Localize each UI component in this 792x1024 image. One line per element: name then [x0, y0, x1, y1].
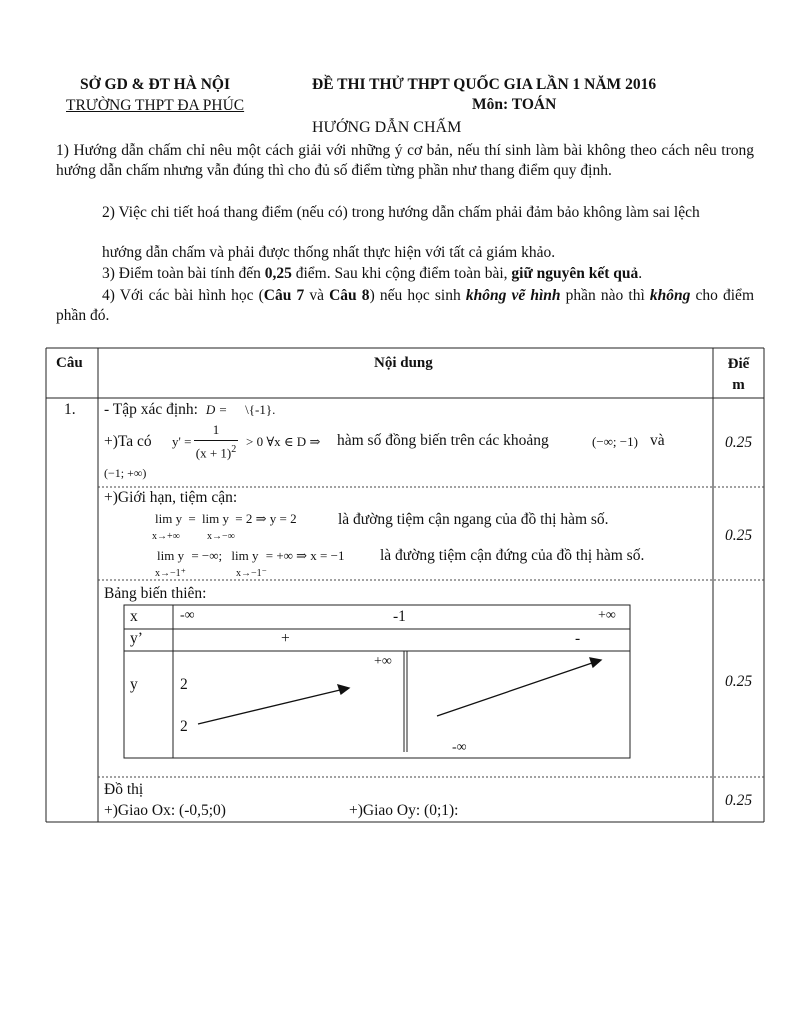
bbt-y-label: y	[130, 676, 138, 693]
school-name: TRƯỜNG THPT ĐA PHÚC	[66, 97, 245, 114]
derivative-text: hàm số đồng biến trên các khoảng	[337, 432, 549, 449]
instruction-4-mid: ) nếu học sinh	[369, 287, 466, 304]
bbt-y-top-left: 2	[180, 676, 188, 693]
instruction-3-end: .	[638, 265, 643, 282]
instruction-3-text: 3) Điểm toàn bài tính đến	[102, 265, 265, 282]
col-header-question: Câu	[56, 355, 83, 371]
bbt-x-mid: -1	[393, 608, 406, 625]
department-name: SỞ GD & ĐT HÀ NỘI	[80, 76, 230, 93]
derivative-rhs: > 0 ∀x ∈ D ⇒	[246, 434, 321, 449]
instruction-3-mid: điểm. Sau khi cộng điểm toàn bài,	[291, 265, 512, 282]
instruction-4-q8: Câu 8	[329, 287, 370, 304]
domain-line	[104, 401, 275, 419]
interval-2: (−1; +∞)	[104, 466, 147, 480]
bbt-x-left: -∞	[180, 608, 195, 623]
lim1-b: lim y	[201, 511, 230, 526]
score-row-4: 0.25	[724, 792, 753, 809]
instruction-1: 1) Hướng dẫn chấm chỉ nêu một cách giải với những ý cơ bản, nếu thí sinh làm bài không theo cách nêu trong hướng dẫn chấm nhưng vẫn đúng thì cho đủ số điểm từng phần như thang điểm quy định.	[56, 142, 754, 179]
instruction-4-end: cho điểm phần đó.	[56, 287, 754, 324]
limit-line-2	[157, 548, 344, 564]
col-header-score-line2: m	[732, 377, 745, 393]
bbt-y-top-mid: +∞	[374, 654, 392, 669]
instruction-4-text: 4) Với các bài hình học (	[102, 287, 264, 304]
derivative-exponent: 2	[231, 444, 237, 455]
subject: Môn: TOÁN	[472, 96, 557, 113]
bbt-yp-label: y’	[130, 630, 143, 647]
intersect-oy: +)Giao Oy: (0;1):	[349, 802, 459, 819]
derivative-denominator: (x + 1)	[195, 445, 232, 461]
bbt-x-right: +∞	[598, 608, 616, 623]
question-number: 1.	[64, 401, 76, 418]
score-row-1: 0.25	[724, 434, 753, 451]
instruction-2a: 2) Việc chi tiết hoá thang điểm (nếu có) trong hướng dẫn chấm phải đảm bảo không làm sai lệch	[102, 204, 700, 221]
domain-math: D =	[205, 402, 228, 417]
lim1-rest: = 2 ⇒ y = 2	[235, 511, 297, 526]
domain-set: \{-1}.	[245, 402, 276, 417]
bbt-yp-left: +	[281, 630, 290, 647]
derivative-prefix: +)Ta có	[104, 433, 152, 450]
lim2-a: lim y	[157, 548, 185, 563]
exam-title: ĐỀ THI THỬ THPT QUỐC GIA LẦN 1 NĂM 2016	[312, 76, 657, 93]
bbt-y-bottom-mid: -∞	[452, 740, 467, 755]
lim2-sub-a: x→−1⁺	[155, 568, 186, 579]
instruction-3-bold-1: 0,25	[264, 265, 292, 282]
bbt-x-label: x	[130, 608, 138, 625]
derivative-lhs: y' =	[172, 434, 192, 449]
lim1-eq: =	[188, 511, 196, 526]
lim2-sub-b: x→−1⁻	[236, 568, 267, 579]
lim1-a: lim y	[155, 511, 183, 526]
instruction-4-no: không	[649, 287, 691, 304]
graph-title: Đồ thị	[104, 781, 144, 798]
lim2-b: lim y	[231, 548, 259, 563]
col-header-score	[713, 354, 764, 396]
instruction-4-no-drawing: không vẽ hình	[465, 287, 561, 304]
instruction-4-mid2: phần nào thì	[560, 287, 650, 304]
derivative-fraction	[194, 422, 238, 462]
variation-title: Bảng biến thiên:	[104, 585, 207, 602]
lim1-text: là đường tiệm cận ngang của đồ thị hàm số.	[338, 511, 609, 528]
lim2-text: là đường tiệm cận đứng của đồ thị hàm số.	[380, 547, 645, 564]
interval-1: (−∞; −1)	[592, 434, 638, 449]
derivative-numerator: 1	[212, 422, 220, 437]
domain-label: - Tập xác định:	[104, 401, 198, 418]
lim2-v2: = +∞ ⇒ x = −1	[265, 548, 345, 563]
intersect-ox: +)Giao Ox: (-0,5;0)	[104, 802, 226, 819]
lim2-v1: = −∞;	[191, 548, 223, 563]
instruction-2b: hướng dẫn chấm và phải được thống nhất thực hiện với tất cả giám khảo.	[102, 244, 556, 261]
instruction-4-and: và	[304, 287, 330, 304]
lim1-sub-b: x→−∞	[207, 531, 235, 542]
col-header-content: Nội dung	[374, 355, 433, 371]
lim1-sub-a: x→+∞	[152, 531, 180, 542]
instruction-3-bold-2: giữ nguyên kết quả	[511, 265, 639, 282]
guide-title: HƯỚNG DẪN CHẤM	[312, 119, 462, 136]
instruction-4-q7: Câu 7	[263, 287, 305, 304]
col-header-score-line1: Điể	[727, 356, 750, 372]
limits-title: +)Giới hạn, tiệm cận:	[104, 489, 238, 506]
bbt-y-bottom-left: 2	[180, 718, 188, 735]
score-row-2: 0.25	[724, 527, 753, 544]
score-row-3: 0.25	[724, 673, 753, 690]
bbt-yp-right: -	[575, 630, 581, 647]
limit-line-1	[155, 511, 297, 527]
and-word: và	[650, 432, 665, 449]
